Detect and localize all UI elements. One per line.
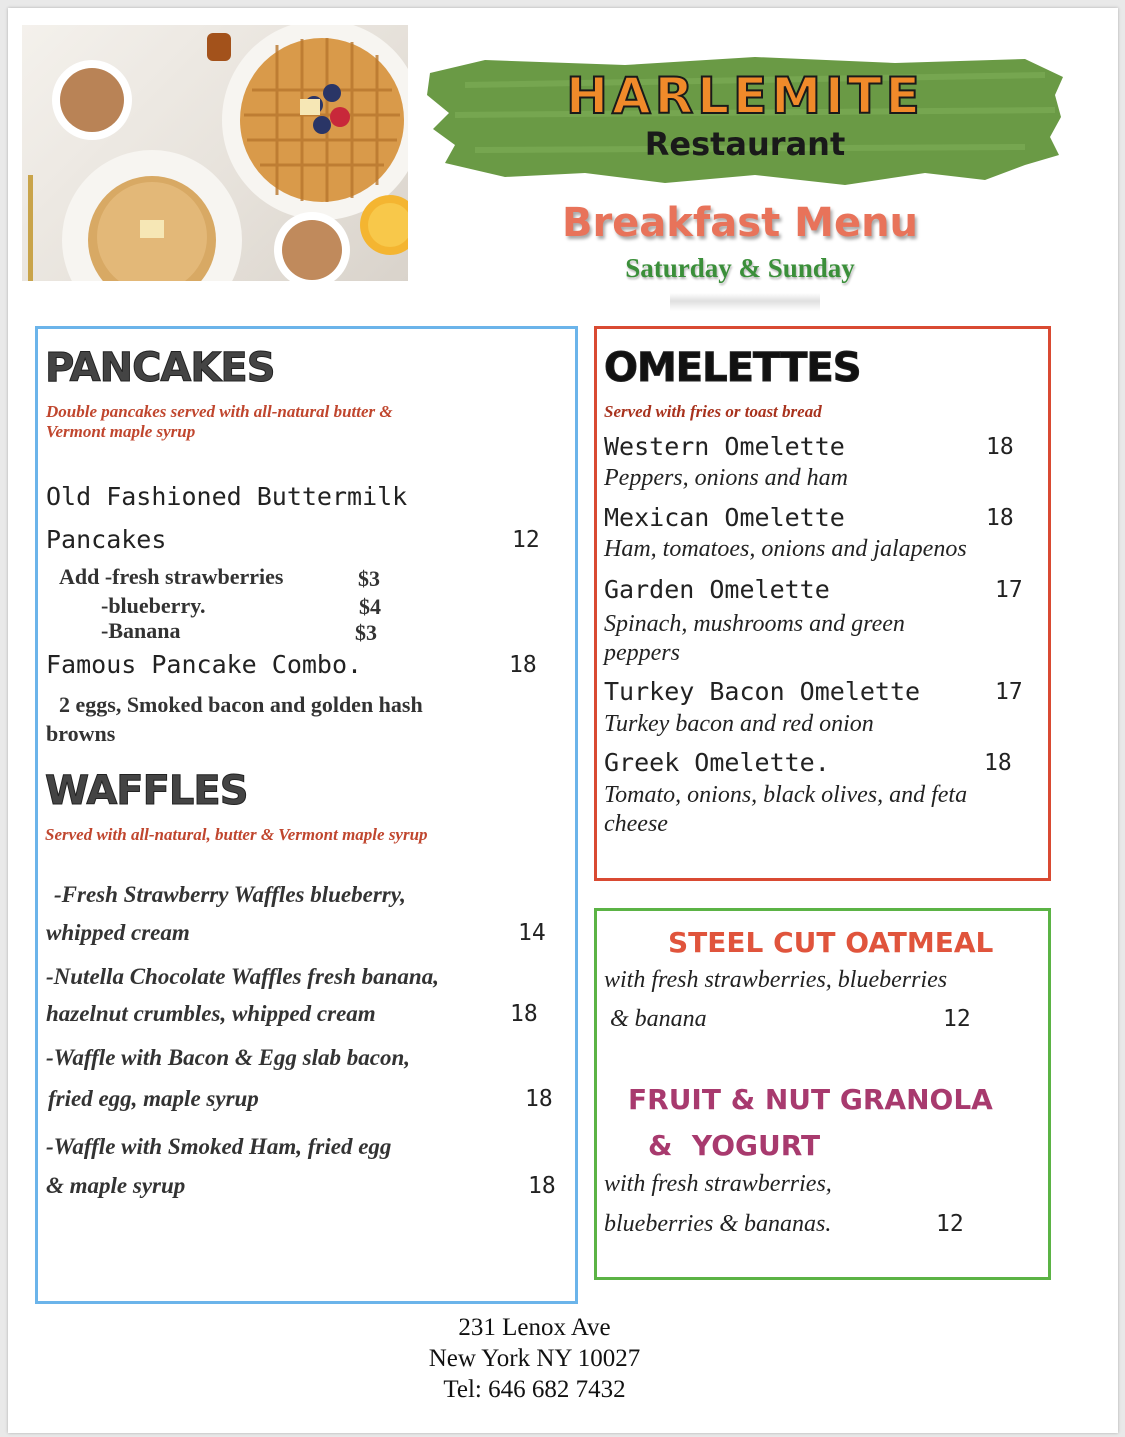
waffles-note: Served with all-natural, butter & Vermont maple syrup (45, 825, 428, 844)
restaurant-logo (425, 55, 1065, 190)
omelette-desc-cont: cheese (604, 811, 668, 837)
pancakes-title: PANCAKES (45, 345, 275, 391)
granola-title-cont: & YOGURT (648, 1129, 821, 1162)
waffles-title: WAFFLES (45, 768, 248, 814)
omelette-price: 18 (984, 750, 1012, 776)
pancake-combo-desc-cont: browns (46, 721, 116, 746)
oatmeal-title: STEEL CUT OATMEAL (668, 926, 994, 959)
waffle-item-cont: & maple syrup (46, 1173, 186, 1198)
omelette-desc: Peppers, onions and ham (604, 465, 848, 491)
omelette-price: 17 (995, 577, 1023, 603)
omelette-name: Greek Omelette. (604, 748, 830, 777)
granola-title: FRUIT & NUT GRANOLA (628, 1083, 993, 1116)
omelette-name: Garden Omelette (604, 575, 830, 604)
omelettes-title: OMELETTES (604, 345, 861, 391)
restaurant-subtitle: Restaurant (644, 125, 846, 163)
obscured-hours-text (670, 293, 820, 311)
waffle-item: -Waffle with Bacon & Egg slab bacon, (46, 1045, 410, 1070)
omelette-desc: Ham, tomatoes, onions and jalapenos (604, 536, 967, 562)
omelette-desc: Spinach, mushrooms and green (604, 611, 905, 637)
addon-label: -Banana (101, 618, 181, 643)
granola-desc-cont: blueberries & bananas. (604, 1211, 832, 1237)
pancakes-note-line2: Vermont maple syrup (46, 422, 196, 441)
omelette-name: Mexican Omelette (604, 503, 845, 532)
menu-days: Saturday & Sunday (625, 253, 855, 283)
waffle-item-cont: fried egg, maple syrup (48, 1086, 259, 1111)
pancake-item-name-cont: Pancakes (46, 525, 167, 554)
waffle-item: -Waffle with Smoked Ham, fried egg (46, 1134, 392, 1159)
granola-desc: with fresh strawberries, (604, 1171, 832, 1197)
omelette-name: Turkey Bacon Omelette (604, 677, 921, 706)
waffle-item: -Nutella Chocolate Waffles fresh banana, (46, 964, 439, 989)
omelette-price: 18 (986, 505, 1014, 531)
waffle-item-price: 18 (528, 1173, 556, 1199)
omelette-name: Western Omelette (604, 432, 845, 461)
omelettes-note: Served with fries or toast bread (604, 402, 822, 421)
pancake-item-name: Old Fashioned Buttermilk (46, 482, 408, 511)
waffle-item-price: 14 (518, 920, 546, 946)
addon-label: Add -fresh strawberries (59, 564, 284, 589)
waffle-item-price: 18 (510, 1001, 538, 1027)
waffle-item-price: 18 (525, 1086, 553, 1112)
waffle-item-cont: hazelnut crumbles, whipped cream (46, 1001, 376, 1026)
pancake-item-price: 12 (512, 527, 540, 553)
addon-price: $3 (355, 620, 377, 645)
address-city: New York NY 10027 (428, 1345, 641, 1372)
granola-price: 12 (936, 1211, 964, 1237)
pancakes-note-line1: Double pancakes served with all-natural butter & (46, 402, 393, 421)
pancake-combo-desc: 2 eggs, Smoked bacon and golden hash (59, 692, 423, 717)
omelette-desc-cont: peppers (604, 640, 680, 666)
omelette-desc: Turkey bacon and red onion (604, 711, 874, 737)
pancake-combo-price: 18 (509, 652, 537, 678)
addon-label: -blueberry. (101, 593, 206, 618)
oatmeal-desc-cont: & banana (610, 1006, 707, 1032)
address-street: 231 Lenox Ave (458, 1314, 611, 1341)
menu-title: Breakfast Menu (561, 200, 919, 246)
oatmeal-price: 12 (943, 1006, 971, 1032)
addon-price: $3 (358, 566, 380, 591)
restaurant-name: HARLEMITE (566, 67, 924, 125)
omelette-price: 17 (995, 679, 1023, 705)
oatmeal-desc: with fresh strawberries, blueberries (604, 967, 948, 993)
omelette-price: 18 (986, 434, 1014, 460)
omelette-desc: Tomato, onions, black olives, and feta (604, 782, 968, 808)
waffle-item-cont: whipped cream (46, 920, 190, 945)
pancake-combo-name: Famous Pancake Combo. (46, 650, 363, 679)
addon-price: $4 (359, 594, 381, 619)
breakfast-photo (22, 25, 408, 281)
phone-number: Tel: 646 682 7432 (443, 1376, 626, 1403)
waffle-item: -Fresh Strawberry Waffles blueberry, (54, 882, 406, 907)
